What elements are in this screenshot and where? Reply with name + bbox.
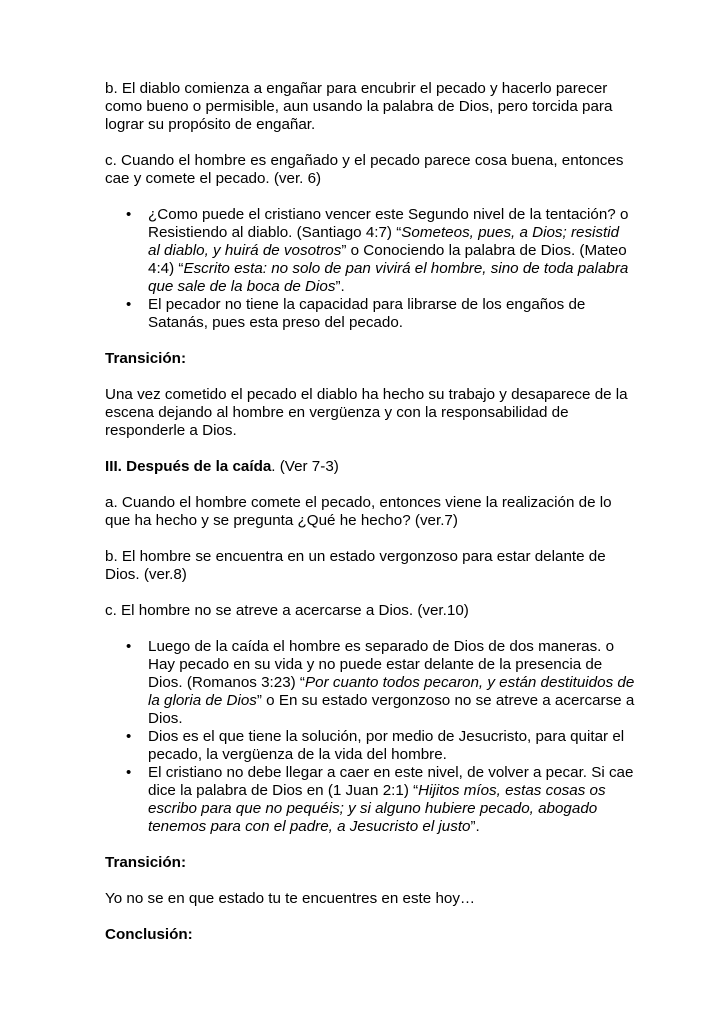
- bullet-icon: •: [126, 728, 132, 745]
- section-item-a: a. Cuando el hombre comete el pecado, entonces viene la realización de lo que ha hecho y se pregunta ¿Qué he hecho? (ver.7): [105, 494, 612, 529]
- transition-heading-text: Transición:: [105, 854, 187, 871]
- bullet-text: ”.: [335, 278, 345, 295]
- bullet-list-1: [105, 206, 635, 332]
- paragraph-b: b. El diablo comienza a engañar para encubrir el pecado y hacerlo parecer como bueno o permisible, aun usando la palabra de Dios, pero torcida para lograr su propósito de engañar.: [105, 80, 613, 133]
- bullet-icon: •: [126, 764, 132, 781]
- bullet-text: El pecador no tiene la capacidad para librarse de los engaños de Satanás, pues esta preso del pecado.: [148, 296, 586, 331]
- transition-heading-text: Transición:: [105, 350, 187, 367]
- list-item: [105, 206, 635, 296]
- list-item: [105, 728, 635, 764]
- bullet-icon: •: [126, 296, 132, 313]
- transition-text: Una vez cometido el pecado el diablo ha hecho su trabajo y desaparece de la escena dejando al hombre en vergüenza y con la responsabilidad de responderle a Dios.: [105, 386, 628, 439]
- list-item: [105, 296, 635, 332]
- section-heading-rest: . (Ver 7-3): [271, 458, 339, 475]
- paragraph-c: c. Cuando el hombre es engañado y el pecado parece cosa buena, entonces cae y comete el pecado. (ver. 6): [105, 152, 624, 187]
- scripture-quote: Por cuanto todos pecaron, y están destituidos de la gloria de Dios: [148, 674, 635, 709]
- transition-heading: [105, 350, 635, 368]
- bullet-icon: •: [126, 638, 132, 655]
- bullet-text: El cristiano no debe llegar a caer en este nivel, de volver a pecar. Si cae dice la palabra de Dios en (1 Juan 2:1) “: [148, 764, 634, 799]
- scripture-quote: Hijitos míos, estas cosas os escribo para que no pequéis; y si alguno hubiere pecado, abogado tenemos para con el padre, a Jesucristo el justo: [148, 782, 606, 835]
- bullet-text: ” o En su estado vergonzoso no se atreve a acercarse a Dios.: [148, 692, 635, 727]
- bullet-text: Dios es el que tiene la solución, por medio de Jesucristo, para quitar el pecado, la vergüenza de la vida del hombre.: [148, 728, 625, 763]
- section-item-c: c. El hombre no se atreve a acercarse a Dios. (ver.10): [105, 602, 469, 619]
- bullet-text: Luego de la caída el hombre es separado de Dios de dos maneras. o Hay pecado en su vida y no puede estar delante de la presencia de Dios. (Romanos 3:23) “: [148, 638, 615, 691]
- bullet-icon: •: [126, 206, 132, 223]
- bullet-text: ” o Conociendo la palabra de Dios. (Mateo 4:4) “: [148, 242, 627, 277]
- section-heading-bold: III. Después de la caída: [105, 458, 272, 475]
- bullet-list-2: [105, 638, 635, 836]
- scripture-quote: Someteos, pues, a Dios; resistid al diablo, y huirá de vosotros: [148, 224, 620, 259]
- section-item-b: b. El hombre se encuentra en un estado vergonzoso para estar delante de Dios. (ver.8): [105, 548, 606, 583]
- transition-text: Yo no se en que estado tu te encuentres en este hoy…: [105, 890, 476, 907]
- scripture-quote: Escrito esta: no solo de pan vivirá el hombre, sino de toda palabra que sale de la boca de Dios: [148, 260, 629, 295]
- list-item: [105, 764, 635, 836]
- document-page: [105, 80, 635, 962]
- list-item: [105, 638, 635, 728]
- bullet-text: ¿Como puede el cristiano vencer este Segundo nivel de la tentación? o Resistiendo al diablo. (Santiago 4:7) “: [148, 206, 629, 241]
- conclusion-heading: [105, 926, 635, 944]
- transition-heading: [105, 854, 635, 872]
- conclusion-heading-text: Conclusión:: [105, 926, 193, 943]
- section-heading: [105, 458, 635, 476]
- bullet-text: ”.: [470, 818, 480, 835]
